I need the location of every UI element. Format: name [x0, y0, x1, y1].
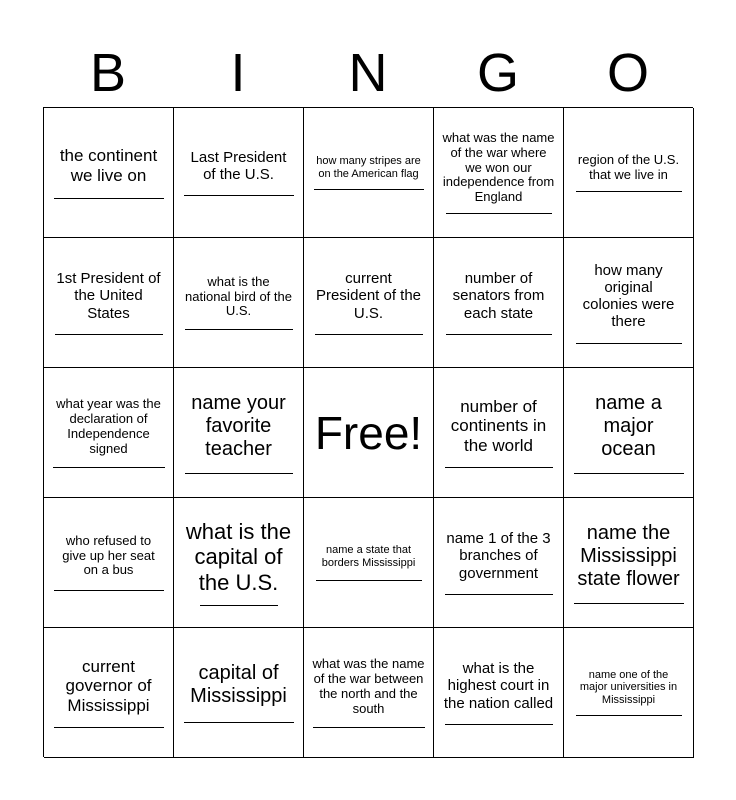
answer-line — [185, 329, 293, 330]
cell-clue: 1st President of the United States — [56, 270, 161, 322]
answer-line — [55, 334, 163, 335]
bingo-cell — [434, 238, 564, 368]
bingo-cell — [174, 368, 304, 498]
cell-clue: what is the capital of the U.S. — [185, 519, 292, 595]
cell-clue: Last President of the U.S. — [190, 148, 287, 183]
cell-clue: the continent we live on — [59, 146, 158, 185]
bingo-cell — [44, 238, 174, 368]
cell-clue: name a state that borders Mississippi — [321, 544, 416, 569]
cell-clue: what was the name of the war between the north and the south — [312, 656, 425, 716]
answer-line — [54, 198, 164, 199]
answer-line — [316, 580, 422, 581]
cell-clue: what is the national bird of the U.S. — [185, 273, 292, 319]
bingo-card — [43, 107, 693, 757]
header-letter-b: B — [89, 43, 127, 103]
answer-line — [446, 213, 552, 214]
bingo-cell — [174, 108, 304, 238]
cell-clue: name the Mississippi state flower — [577, 521, 680, 590]
bingo-cell — [44, 628, 174, 758]
cell-clue: what was the name of the war where we won our independence from England — [442, 129, 555, 205]
cell-clue: current governor of Mississippi — [65, 656, 152, 715]
answer-line — [54, 727, 164, 728]
cell-clue: number of senators from each state — [452, 270, 545, 322]
free-space-label: Free! — [314, 406, 423, 459]
cell-clue: region of the U.S. that we live in — [577, 152, 680, 182]
bingo-cell — [174, 628, 304, 758]
cell-clue: number of continents in the world — [450, 396, 547, 455]
bingo-cell — [44, 498, 174, 628]
free-cell — [304, 368, 434, 498]
cell-clue: name a major ocean — [595, 391, 662, 460]
bingo-cell — [564, 498, 694, 628]
bingo-cell — [44, 368, 174, 498]
answer-line — [445, 594, 553, 595]
header-letter-n: N — [348, 43, 388, 103]
answer-line — [184, 195, 294, 196]
bingo-cell — [434, 628, 564, 758]
answer-line — [576, 191, 682, 192]
bingo-cell — [304, 498, 434, 628]
bingo-header — [43, 40, 693, 106]
answer-line — [313, 727, 425, 728]
header-letter-g: G — [476, 43, 519, 103]
cell-clue: name 1 of the 3 branches of government — [446, 530, 551, 582]
answer-line — [445, 724, 553, 725]
bingo-cell — [174, 238, 304, 368]
bingo-cell — [564, 108, 694, 238]
answer-line — [54, 590, 164, 591]
cell-clue: how many original colonies were there — [582, 261, 675, 331]
bingo-cell — [564, 238, 694, 368]
bingo-cell — [434, 498, 564, 628]
cell-clue: current President of the U.S. — [315, 270, 422, 322]
answer-line — [53, 467, 165, 468]
answer-line — [576, 715, 682, 716]
header-letter-i: I — [230, 43, 246, 103]
cell-clue: capital of Mississippi — [190, 662, 287, 707]
answer-line — [445, 467, 553, 468]
answer-line — [574, 603, 684, 604]
bingo-cell — [174, 498, 304, 628]
cell-clue: name your favorite teacher — [191, 391, 286, 460]
answer-line — [185, 473, 293, 474]
bingo-cell — [304, 628, 434, 758]
bingo-cell — [434, 368, 564, 498]
answer-line — [576, 343, 682, 344]
cell-clue: what year was the declaration of Independence signed — [56, 396, 161, 456]
answer-line — [200, 605, 278, 606]
cell-clue: what is the highest court in the nation called — [443, 660, 554, 712]
answer-line — [574, 473, 684, 474]
bingo-cell — [304, 108, 434, 238]
bingo-cell — [304, 238, 434, 368]
cell-clue: who refused to give up her seat on a bus — [62, 532, 155, 578]
answer-line — [184, 722, 294, 723]
header-letter-o: O — [606, 43, 649, 103]
cell-clue: how many stripes are on the American flag — [316, 154, 421, 180]
bingo-cell — [564, 368, 694, 498]
answer-line — [446, 334, 552, 335]
bingo-cell — [434, 108, 564, 238]
answer-line — [315, 334, 423, 335]
cell-clue: name one of the major universities in Mississippi — [579, 668, 678, 706]
answer-line — [314, 189, 424, 190]
bingo-cell — [564, 628, 694, 758]
bingo-cell — [44, 108, 174, 238]
